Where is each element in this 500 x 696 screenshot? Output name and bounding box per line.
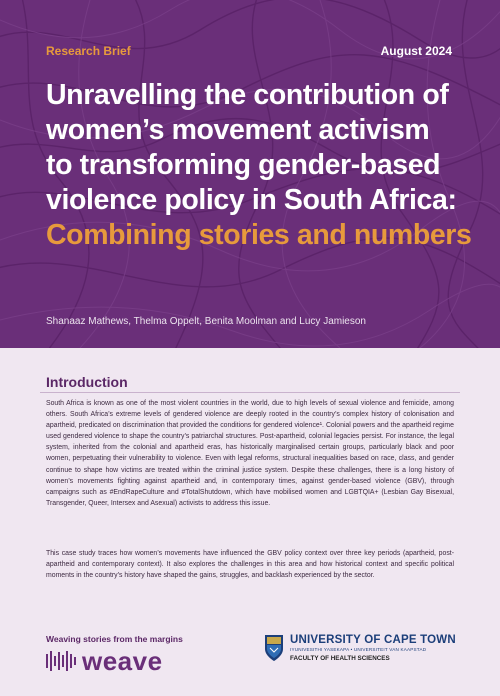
weave-logo [46,648,163,674]
title-line: women’s movement activism [46,114,430,146]
research-brief-label: Research Brief [46,44,131,58]
page-title [46,78,472,253]
intro-paragraph-2: This case study traces how women’s movements have influenced the GBV policy context over three key periods (apartheid, post-apartheid and contemporary context). It also explores the challenges in this area and how historical context and specific political moments in the country’s history have shaped the gains, struggles, and backlash experienced by the sector. [46,550,454,580]
weave-wordmark: weave [82,646,163,676]
university-subtitle: IYUNIVESITHI YASEKAPA • UNIVERSITEIT VAN KAAPSTAD [290,647,427,652]
weave-mark-icon [46,651,76,671]
title-line: violence policy in South Africa: [46,184,457,216]
authors: Shanaaz Mathews, Thelma Oppelt, Benita Moolman and Lucy Jamieson [46,316,366,327]
publication-date: August 2024 [380,44,452,58]
title-subtitle: Combining stories and numbers [46,219,472,251]
weave-tagline: Weaving stories from the margins [46,634,183,644]
title-line: Unravelling the contribution of [46,79,449,111]
uct-logo [264,634,456,662]
intro-paragraph-1: South Africa is known as one of the most violent countries in the world, due to high levels of sexual violence and femicide, among others. South Africa’s extreme levels of gendered violence are deeply rooted in the country’s complex history of colonisation and apartheid, predicated on discrimination that provided the conditions for gendered violence¹. Colonial powers and the apartheid regime used gendered violence to shape the country’s patriarchal structures. Post-apartheid, colonial legacies persist. For instance, the legal system, inherited from the colonial and apartheid eras, has historically marginalised certain groups, particularly black and poor women, perpetuating their vulnerability to violence. Even with legal reforms, structural inequalities based on race, class, and gender continue to shape how victims are treated within the criminal justice system. Despite these challenges, there is a long history of women’s movements fighting against apartheid and, in contemporary times, against gender-based violence (GBV), through campaigns such as #EndRapeCulture and #TotalShutdown, which have mobilised women and LGBTQIA+ (Lesbian Gay Bisexual, Transgender, Queer, Intersex and Asexual) activists to address this issue. [46,400,454,507]
title-line: to transforming gender-based [46,149,441,181]
university-name: UNIVERSITY OF CAPE TOWN [290,634,456,646]
faculty-name: FACULTY OF HEALTH SCIENCES [290,655,390,662]
heading-divider [40,392,460,393]
uct-shield-icon [264,634,284,662]
introduction-heading: Introduction [46,374,128,390]
